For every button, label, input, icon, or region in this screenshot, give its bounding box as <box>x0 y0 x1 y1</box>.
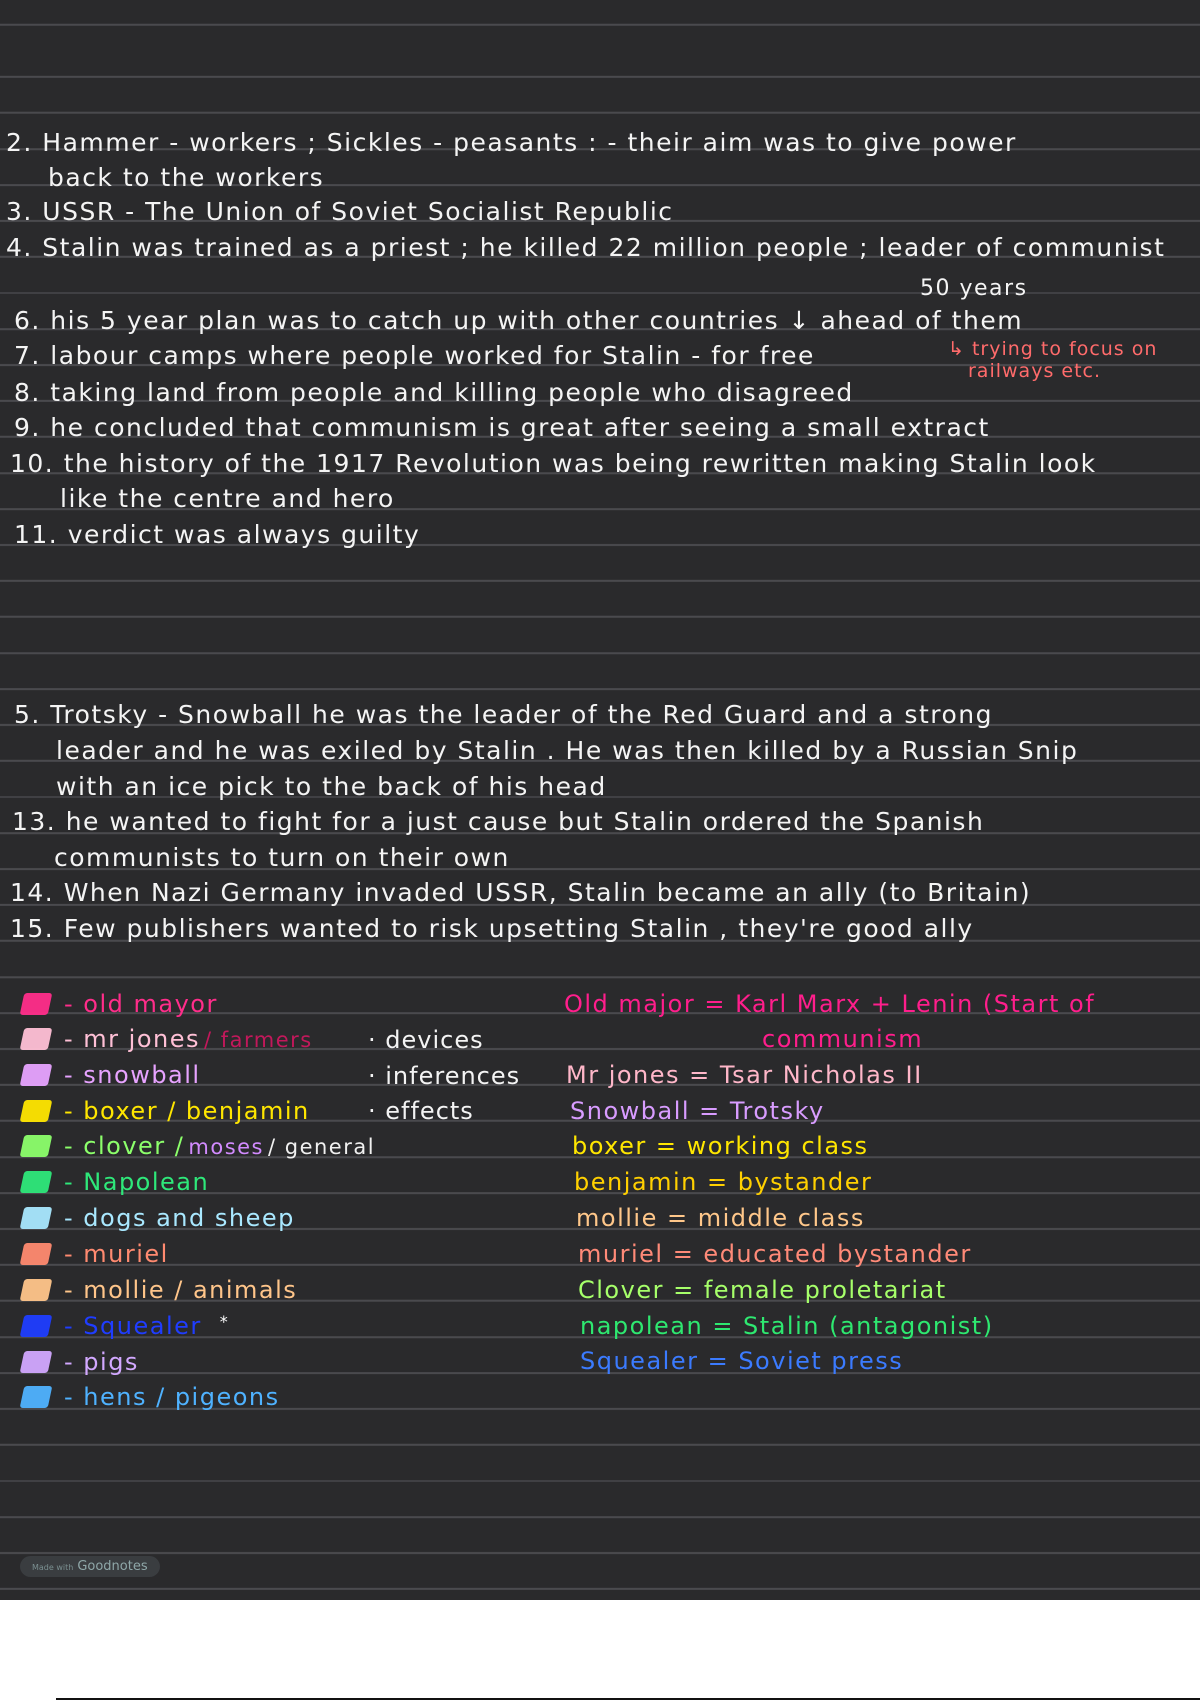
legend-row <box>22 988 218 1020</box>
colour-swatch <box>20 993 53 1015</box>
legend-label-text: - Napolean <box>64 1168 210 1196</box>
legend-label <box>64 1061 201 1089</box>
legend-label <box>64 1383 280 1411</box>
colour-swatch <box>20 1279 53 1301</box>
key-mollie: mollie = middle class <box>576 1204 865 1232</box>
legend-label-extra2: / general <box>268 1135 376 1159</box>
badge-brand: Goodnotes <box>77 1559 148 1574</box>
legend-row <box>22 1274 297 1306</box>
legend-label <box>64 1240 169 1268</box>
key-old-major: Old major = Karl Marx + Lenin (Start of <box>564 990 1096 1018</box>
legend-row <box>22 1059 201 1091</box>
legend-label-text: - Squealer <box>64 1312 202 1340</box>
legend-label <box>64 1348 139 1376</box>
legend-label <box>64 1097 310 1125</box>
key-mr-jones: Mr jones = Tsar Nicholas II <box>566 1061 923 1089</box>
note-red-annotation-cont: railways etc. <box>968 360 1102 382</box>
note-line-2: 2. Hammer - workers ; Sickles - peasants : - their aim was to give power <box>6 128 1017 157</box>
note-line-8: 8. taking land from people and killing people who disagreed <box>14 378 854 407</box>
note-line-10-cont: like the centre and hero <box>60 484 395 513</box>
bullet-devices: · devices <box>368 1026 484 1054</box>
colour-swatch <box>20 1207 53 1229</box>
key-napolean: napolean = Stalin (antagonist) <box>580 1312 994 1340</box>
key-squealer: Squealer = Soviet press <box>580 1347 904 1375</box>
colour-swatch <box>20 1386 53 1408</box>
legend-label-text: - hens / pigeons <box>64 1383 280 1411</box>
legend-label-text: - mollie / animals <box>64 1276 298 1304</box>
note-50-years: 50 years <box>920 276 1028 301</box>
legend-label-extra: moses <box>188 1135 264 1159</box>
legend-label <box>64 1168 209 1196</box>
legend-row <box>22 1310 229 1342</box>
note-line-5: 5. Trotsky - Snowball he was the leader of the Red Guard and a strong <box>14 700 994 729</box>
note-line-3: 3. USSR - The Union of Soviet Socialist Republic <box>6 197 674 226</box>
note-line-2-cont: back to the workers <box>48 163 325 192</box>
legend-row <box>22 1381 280 1413</box>
note-line-14: 14. When Nazi Germany invaded USSR, Stalin became an ally (to Britain) <box>10 878 1032 907</box>
note-line-9: 9. he concluded that communism is great after seeing a small extract <box>14 413 990 442</box>
key-boxer: boxer = working class <box>572 1132 869 1160</box>
note-line-4: 4. Stalin was trained as a priest ; he killed 22 million people ; leader of communist <box>6 233 1166 262</box>
note-line-5-cont2: with an ice pick to the back of his head <box>56 772 607 801</box>
bullet-effects: · effects <box>368 1097 474 1125</box>
colour-swatch <box>20 1028 53 1050</box>
colour-swatch <box>20 1351 53 1373</box>
legend-label <box>64 1132 375 1160</box>
note-line-13: 13. he wanted to fight for a just cause but Stalin ordered the Spanish <box>12 807 985 836</box>
legend-label <box>64 1025 313 1053</box>
note-line-6: 6. his 5 year plan was to catch up with other countries ↓ ahead of them <box>14 306 1024 335</box>
legend-label-text: - boxer / benjamin <box>64 1097 310 1125</box>
colour-swatch <box>20 1135 53 1157</box>
key-snowball: Snowball = Trotsky <box>570 1097 825 1125</box>
legend-label-text: - snowball <box>64 1061 201 1089</box>
legend-row <box>22 1346 139 1378</box>
note-line-11: 11. verdict was always guilty <box>14 520 421 549</box>
badge-small-text: Made with <box>32 1563 74 1572</box>
legend-label-extra: / farmers <box>204 1028 313 1052</box>
legend-label-text: - muriel <box>64 1240 169 1268</box>
note-line-5-cont: leader and he was exiled by Stalin . He was then killed by a Russian Snip <box>56 736 1079 765</box>
made-with-goodnotes-badge <box>20 1556 160 1577</box>
note-red-annotation: ↳ trying to focus on <box>948 338 1158 360</box>
legend-row <box>22 1238 169 1270</box>
key-old-major-cont: communism <box>762 1025 924 1053</box>
legend-row <box>22 1202 295 1234</box>
colour-swatch <box>20 1243 53 1265</box>
legend-row <box>22 1023 313 1055</box>
colour-swatch <box>20 1100 53 1122</box>
note-line-13-cont: communists to turn on their own <box>54 843 510 872</box>
legend-label-text: - clover / <box>64 1132 185 1160</box>
key-muriel: muriel = educated bystander <box>578 1240 972 1268</box>
bullet-inferences: · inferences <box>368 1062 521 1090</box>
legend-row <box>22 1130 375 1162</box>
note-line-10: 10. the history of the 1917 Revolution was being rewritten making Stalin look <box>10 449 1097 478</box>
colour-swatch <box>20 1315 53 1337</box>
key-clover: Clover = female proletariat <box>578 1276 947 1304</box>
legend-label-text: - pigs <box>64 1348 139 1376</box>
colour-swatch <box>20 1064 53 1086</box>
key-benjamin: benjamin = bystander <box>574 1168 873 1196</box>
legend-row <box>22 1166 209 1198</box>
legend-label-text: - old mayor <box>64 990 218 1018</box>
legend-label <box>64 1276 297 1304</box>
legend-asterisk: * <box>219 1312 230 1331</box>
legend-label-text: - mr jones <box>64 1025 200 1053</box>
legend-label <box>64 1312 229 1340</box>
note-line-7: 7. labour camps where people worked for Stalin - for free <box>14 341 815 370</box>
legend-label-text: - dogs and sheep <box>64 1204 295 1232</box>
colour-swatch <box>20 1171 53 1193</box>
note-line-15: 15. Few publishers wanted to risk upsetting Stalin , they're good ally <box>10 914 974 943</box>
legend-row <box>22 1095 310 1127</box>
legend-label <box>64 990 218 1018</box>
legend-label <box>64 1204 295 1232</box>
